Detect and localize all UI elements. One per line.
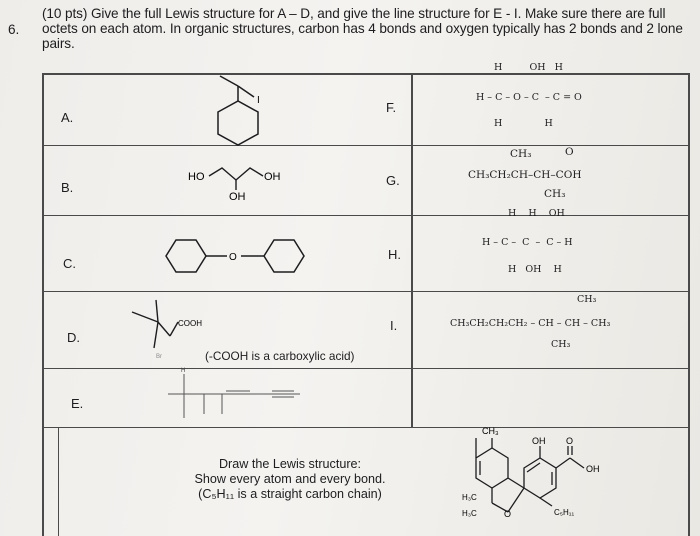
structure-g-main: CH₃CH₂CH–CH–COH: [468, 169, 582, 181]
structure-a-iodine: I: [257, 95, 260, 106]
label-i: I.: [390, 318, 398, 333]
structure-last-o2: O: [504, 509, 512, 519]
structure-h-top: H H OH: [508, 208, 565, 219]
label-c: C.: [63, 256, 76, 271]
structure-g-top: CH₃: [510, 148, 532, 160]
structure-last-c5h11: C₅H₁₁: [554, 508, 575, 517]
structure-b-ho: HO: [188, 171, 205, 183]
instruction-line-3: (C₅H₁₁ is a straight carbon chain): [198, 487, 382, 501]
label-b: B.: [61, 180, 74, 195]
instruction-line-2: Show every atom and every bond.: [194, 472, 386, 486]
structure-last-ch3: CH₃: [482, 426, 499, 436]
structure-last-oh2: OH: [586, 464, 600, 474]
structure-h-main: H – C – C – C – H: [482, 237, 573, 248]
structure-last-h3c2: H₃C: [462, 509, 477, 518]
structure-i-top: CH₃: [577, 294, 597, 305]
structure-f-row3: H H: [494, 118, 553, 129]
structure-d-note: (-COOH is a carboxylic acid): [205, 349, 355, 363]
label-h: H.: [388, 247, 401, 262]
structure-b-oh2: OH: [229, 191, 246, 203]
instruction-line-1: Draw the Lewis structure:: [218, 457, 362, 471]
structure-e-h: H: [181, 368, 186, 374]
label-e: E.: [71, 396, 84, 411]
structure-i-bottom: CH₃: [551, 339, 571, 350]
structure-d-br: Br: [156, 354, 162, 360]
structure-f-row1: H OH H: [494, 62, 563, 73]
structure-i-main: CH₃CH₂CH₂CH₂ – CH – CH – CH₃: [450, 318, 611, 329]
structure-last-h3c1: H₃C: [462, 493, 477, 502]
label-a: A.: [61, 110, 74, 125]
structure-c-oxygen: O: [229, 252, 237, 263]
label-g: G.: [386, 173, 400, 188]
structure-last-oh1: OH: [532, 436, 546, 446]
structure-h-bottom: H OH H: [508, 264, 562, 275]
structure-f-row2: H – C – O – C – C = O: [476, 92, 582, 103]
question-number: 6.: [8, 22, 20, 37]
label-f: F.: [386, 100, 397, 115]
label-d: D.: [67, 330, 80, 345]
structure-g-o: O: [565, 146, 574, 158]
question-text: (10 pts) Give the full Lewis structure for A – D, and give the line structure for E - I. Make sure there are full octets on each atom. In organic structures, carbon has 4 bonds and oxygen typically has 2 bonds and 2 lone pairs.: [42, 6, 683, 51]
structure-g-bottom: CH₃: [544, 188, 566, 200]
structure-last-o1: O: [566, 436, 574, 446]
structure-b-oh: OH: [264, 171, 281, 183]
structure-d-cooh: COOH: [178, 319, 202, 328]
